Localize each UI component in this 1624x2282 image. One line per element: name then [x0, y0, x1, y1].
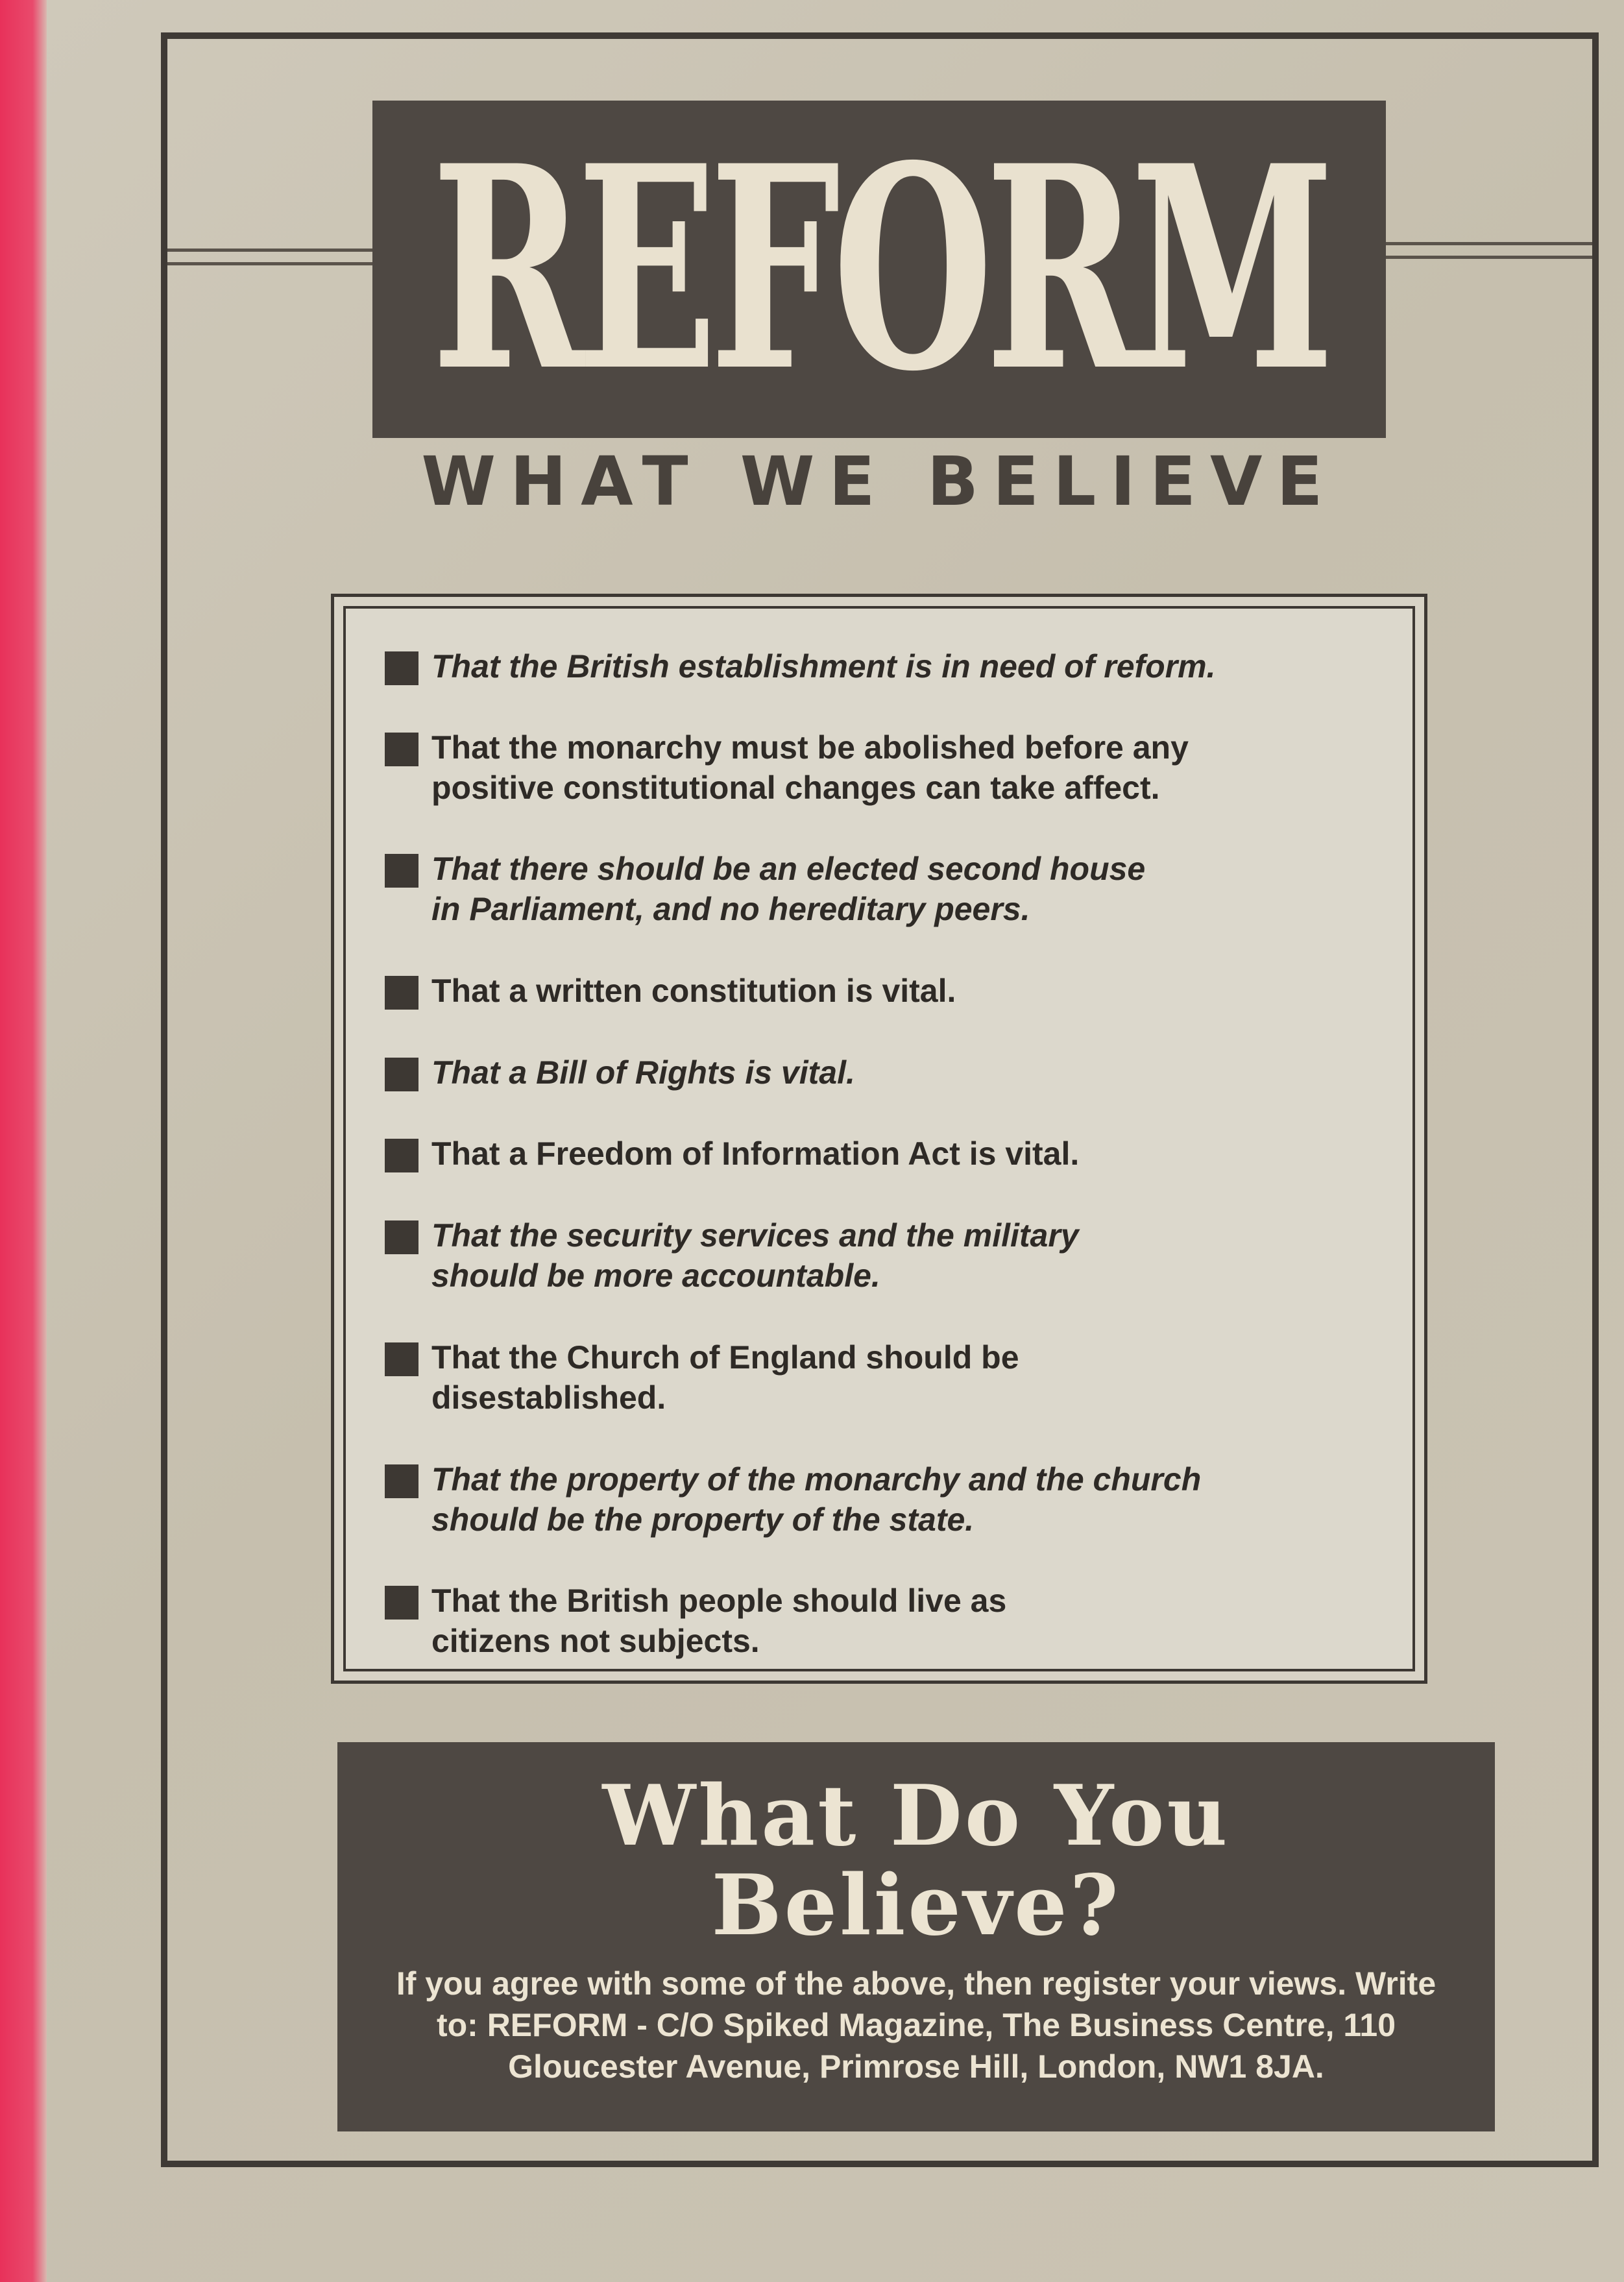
belief-item: [385, 1337, 1019, 1418]
belief-item: [385, 727, 1189, 808]
square-bullet-icon: [385, 1586, 418, 1620]
belief-item: [385, 1134, 1079, 1174]
masthead-rule-right: [1386, 242, 1592, 259]
square-bullet-icon: [385, 651, 418, 685]
belief-item: [385, 1459, 1201, 1540]
square-bullet-icon: [385, 1220, 418, 1254]
belief-item: [385, 1215, 1079, 1296]
beliefs-box: [331, 594, 1427, 1684]
belief-item: [385, 646, 1216, 686]
square-bullet-icon: [385, 1058, 418, 1091]
masthead-title: REFORM: [431, 105, 1327, 433]
red-edge-strip: [0, 0, 47, 2282]
belief-text: That the monarchy must be abolished before any positive constitutional changes can take affect.: [431, 729, 1189, 806]
belief-text: That the British establishment is in need of reform.: [431, 648, 1216, 685]
belief-text: That a written constitution is vital.: [431, 973, 956, 1009]
square-bullet-icon: [385, 1139, 418, 1172]
square-bullet-icon: [385, 733, 418, 766]
belief-text: That the British people should live as citizens not subjects.: [431, 1583, 1007, 1659]
square-bullet-icon: [385, 854, 418, 888]
belief-text: That the property of the monarchy and the church should be the property of the state.: [431, 1461, 1202, 1538]
beliefs-inner-frame: [343, 606, 1415, 1671]
belief-item: [385, 971, 956, 1011]
cta-panel: [337, 1742, 1495, 2131]
square-bullet-icon: [385, 976, 418, 1010]
cta-body: If you agree with some of the above, then register your views. Write to: REFORM - C/O Spiked Magazine, The Business Centre, 110 Gloucester Avenue, Primrose Hill, London, NW1 8JA.: [396, 1965, 1436, 2085]
belief-text: That there should be an elected second house in Parliament, and no hereditary peers.: [431, 851, 1146, 927]
masthead-banner: [372, 101, 1386, 438]
belief-item: [385, 849, 1145, 929]
masthead-rule-left: [167, 249, 372, 265]
belief-text: That a Freedom of Information Act is vital.: [431, 1135, 1080, 1172]
belief-text: That the Church of England should be disestablished.: [431, 1339, 1019, 1416]
belief-text: That a Bill of Rights is vital.: [431, 1054, 855, 1091]
belief-item: [385, 1581, 1006, 1661]
belief-text: That the security services and the military should be more accountable.: [431, 1217, 1079, 1294]
belief-item: [385, 1052, 855, 1093]
square-bullet-icon: [385, 1464, 418, 1498]
masthead-subtitle: WHAT WE BELIEVE: [421, 442, 1337, 521]
cta-heading: What Do You Believe?: [602, 1767, 1230, 1954]
square-bullet-icon: [385, 1342, 418, 1376]
